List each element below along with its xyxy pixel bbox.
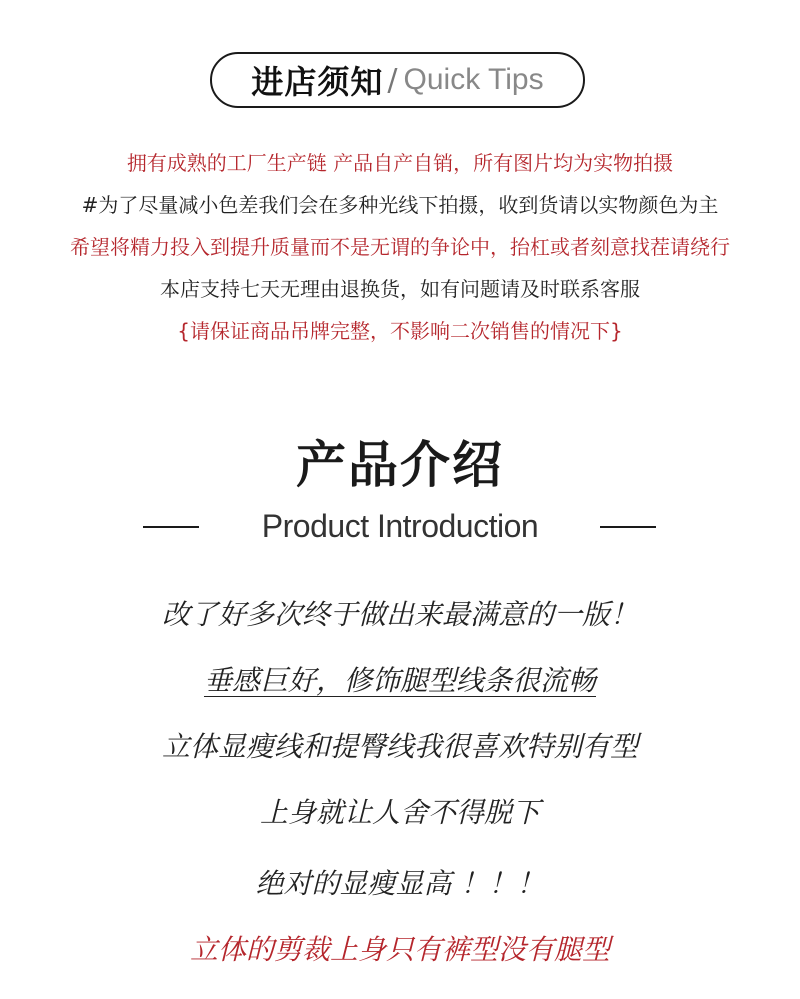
quick-tips-separator: /: [387, 62, 398, 98]
intro-rule-right: [600, 526, 656, 528]
product-intro-title: 产品介绍: [296, 436, 504, 494]
feature-line-6: 立体的剪裁上身只有裤型没有腿型: [189, 933, 610, 966]
quick-tips-title-cn: 进店须知: [251, 63, 384, 101]
feature-line-2: 垂感巨好，修饰腿型线条很流畅: [203, 664, 596, 697]
feature-line-5: 绝对的显瘦显高 ！！！: [255, 867, 545, 900]
quick-tips-badge: [210, 52, 585, 108]
feature-line-3: 立体显瘦线和提臀线我很喜欢特别有型: [161, 730, 638, 763]
feature-line-1: 改了好多次终于做出来最满意的一版！: [161, 598, 638, 631]
notice-line-3: 希望将精力投入到提升质量而不是无谓的争论中，抬杠或者刻意找茬请绕行: [70, 235, 730, 259]
notice-line-4: 本店支持七天无理由退换货，如有问题请及时联系客服: [160, 277, 640, 301]
product-intro-subtitle: Product Introduction: [261, 508, 539, 544]
notice-line-5: {请保证商品吊牌完整，不影响二次销售的情况下}: [177, 319, 623, 343]
notice-line-1: 拥有成熟的工厂生产链 产品自产自销，所有图片均为实物拍摄: [126, 151, 674, 175]
notice-line-2: #为了尽量减小色差我们会在多种光线下拍摄，收到货请以实物颜色为主: [81, 193, 719, 217]
feature-line-4: 上身就让人舍不得脱下: [259, 796, 540, 829]
quick-tips-title-en: Quick Tips: [403, 63, 544, 96]
